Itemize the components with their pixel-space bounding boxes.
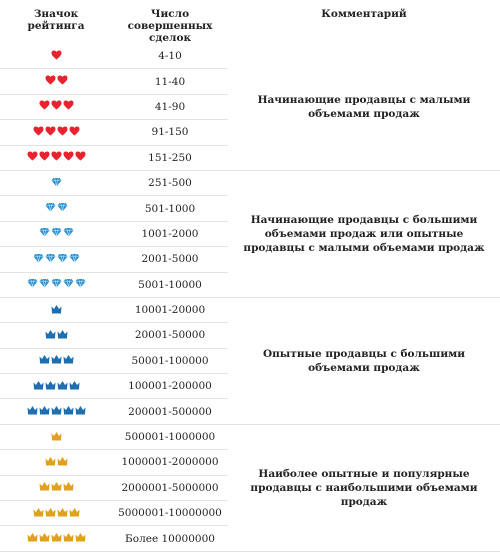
gold-crown-icon — [33, 507, 44, 517]
gold-crown-icon — [63, 532, 74, 542]
rating-badge-cell — [0, 196, 112, 221]
deals-range-cell — [112, 323, 228, 348]
diamond-icon — [75, 278, 86, 288]
rating-badge-cell — [0, 424, 112, 449]
rating-badge-cell — [0, 297, 112, 322]
heart-icon — [39, 151, 50, 161]
comment-cell: Опытные продавцы с большими объемами продаж — [228, 297, 500, 424]
gold-crown-icon — [51, 481, 62, 491]
deals-range: 251-500 — [148, 177, 192, 190]
table-header-row — [0, 0, 500, 44]
heart-icon — [63, 151, 74, 161]
deals-range: 200001-500000 — [128, 405, 212, 418]
rating-badge-icons — [39, 481, 74, 491]
rating-badge-cell — [0, 501, 112, 526]
diamond-icon — [51, 177, 62, 187]
rating-badge-icons — [45, 456, 68, 466]
heart-icon — [69, 126, 80, 136]
deals-range-cell — [112, 348, 228, 373]
rating-badge-icons — [45, 75, 68, 85]
deals-range: 2001-5000 — [141, 253, 199, 266]
deals-range-cell — [112, 69, 228, 94]
comment-cell: Начинающие продавцы с малыми объемами продаж — [228, 44, 500, 170]
deals-range: 5001-10000 — [138, 278, 202, 291]
rating-badge-icons — [39, 227, 74, 237]
diamond-icon — [63, 278, 74, 288]
table-row — [0, 170, 500, 195]
deals-range: 100001-200000 — [128, 380, 212, 393]
deals-range-cell — [112, 170, 228, 195]
heart-icon — [45, 75, 56, 85]
diamond-icon — [39, 227, 50, 237]
blue-crown-icon — [51, 405, 62, 415]
heart-icon — [51, 100, 62, 110]
deals-range-cell — [112, 399, 228, 424]
deals-range: 10001-20000 — [134, 304, 206, 317]
deals-range: 4-10 — [158, 50, 182, 63]
heart-icon — [63, 100, 74, 110]
deals-range-cell — [112, 94, 228, 119]
deals-range-cell — [112, 501, 228, 526]
rating-badge-cell — [0, 323, 112, 348]
header-comment: Комментарий — [321, 8, 407, 20]
rating-badge-cell — [0, 120, 112, 145]
diamond-icon — [51, 278, 62, 288]
blue-crown-icon — [27, 405, 38, 415]
gold-crown-icon — [63, 481, 74, 491]
rating-badge-cell — [0, 69, 112, 94]
blue-crown-icon — [39, 405, 50, 415]
heart-icon — [33, 126, 44, 136]
rating-badge-icons — [33, 507, 80, 517]
deals-range-cell — [112, 374, 228, 399]
blue-crown-icon — [33, 380, 44, 390]
deals-range-cell — [112, 424, 228, 449]
rating-badge-icons — [39, 354, 74, 364]
deals-range-cell — [112, 196, 228, 221]
rating-badge-cell — [0, 94, 112, 119]
gold-crown-icon — [27, 532, 38, 542]
deals-range-cell — [112, 247, 228, 272]
header-badge: Значок рейтинга — [27, 8, 85, 32]
gold-crown-icon — [39, 481, 50, 491]
rating-badge-icons — [33, 380, 80, 390]
deals-range: 91-150 — [151, 126, 189, 139]
rating-badge-cell — [0, 526, 112, 551]
gold-crown-icon — [57, 456, 68, 466]
gold-crown-icon — [69, 507, 80, 517]
rating-badge-cell — [0, 272, 112, 297]
diamond-icon — [57, 202, 68, 212]
deals-range: 2000001-5000000 — [121, 481, 219, 494]
rating-badge-cell — [0, 247, 112, 272]
deals-range-cell — [112, 272, 228, 297]
diamond-icon — [51, 227, 62, 237]
blue-crown-icon — [69, 380, 80, 390]
rating-badge-icons — [27, 151, 86, 161]
deals-range-cell — [112, 297, 228, 322]
heart-icon — [45, 126, 56, 136]
gold-crown-icon — [75, 532, 86, 542]
rating-badge-cell — [0, 450, 112, 475]
deals-range-cell — [112, 450, 228, 475]
rating-badge-icons — [45, 329, 68, 339]
gold-crown-icon — [45, 456, 56, 466]
deals-range-cell — [112, 526, 228, 551]
diamond-icon — [33, 253, 44, 263]
rating-badge-cell — [0, 145, 112, 170]
diamond-icon — [45, 202, 56, 212]
diamond-icon — [45, 253, 56, 263]
blue-crown-icon — [45, 380, 56, 390]
deals-range: 20001-50000 — [134, 329, 206, 342]
gold-crown-icon — [39, 532, 50, 542]
deals-range: 501-1000 — [144, 202, 196, 215]
table-body — [0, 44, 500, 551]
deals-range-cell — [112, 44, 228, 69]
blue-crown-icon — [75, 405, 86, 415]
header-deals: Число совершенных сделок — [127, 8, 213, 44]
rating-badge-icons — [51, 50, 62, 60]
heart-icon — [57, 126, 68, 136]
rating-badge-icons — [27, 532, 86, 542]
blue-crown-icon — [51, 354, 62, 364]
blue-crown-icon — [63, 405, 74, 415]
rating-badge-icons — [27, 405, 86, 415]
rating-badge-cell — [0, 348, 112, 373]
heart-icon — [51, 50, 62, 60]
rating-badge-cell — [0, 170, 112, 195]
rating-badge-cell — [0, 374, 112, 399]
deals-range: 500001-1000000 — [124, 431, 216, 444]
deals-range: 50001-100000 — [131, 354, 209, 367]
deals-range: Более 10000000 — [125, 532, 215, 545]
table-row — [0, 297, 500, 322]
rating-badge-cell — [0, 475, 112, 500]
deals-range: 41-90 — [154, 100, 186, 113]
rating-badge-icons — [51, 431, 62, 441]
deals-range-cell — [112, 120, 228, 145]
diamond-icon — [57, 253, 68, 263]
heart-icon — [27, 151, 38, 161]
rating-badge-cell — [0, 44, 112, 69]
blue-crown-icon — [57, 329, 68, 339]
blue-crown-icon — [51, 304, 62, 314]
diamond-icon — [69, 253, 80, 263]
rating-badge-icons — [51, 304, 62, 314]
diamond-icon — [63, 227, 74, 237]
diamond-icon — [39, 278, 50, 288]
deals-range: 151-250 — [148, 151, 192, 164]
diamond-icon — [27, 278, 38, 288]
deals-range: 11-40 — [154, 75, 186, 88]
rating-badge-icons — [51, 177, 62, 187]
gold-crown-icon — [51, 431, 62, 441]
deals-range-cell — [112, 475, 228, 500]
comment-cell: Наиболее опытные и популярные продавцы с наибольшими объемами продаж — [228, 424, 500, 551]
blue-crown-icon — [45, 329, 56, 339]
rating-badge-icons — [27, 278, 86, 288]
rating-badge-cell — [0, 221, 112, 246]
table-row — [0, 44, 500, 69]
comment-cell: Начинающие продавцы с большими объемами продаж или опытные продавцы с малыми объемами продаж — [228, 170, 500, 297]
deals-range-cell — [112, 145, 228, 170]
deals-range: 5000001-10000000 — [118, 507, 222, 520]
gold-crown-icon — [57, 507, 68, 517]
deals-range-cell — [112, 221, 228, 246]
gold-crown-icon — [51, 532, 62, 542]
heart-icon — [51, 151, 62, 161]
rating-badge-icons — [33, 253, 80, 263]
heart-icon — [39, 100, 50, 110]
heart-icon — [75, 151, 86, 161]
deals-range: 1000001-2000000 — [121, 456, 219, 469]
rating-badge-icons — [45, 202, 68, 212]
blue-crown-icon — [57, 380, 68, 390]
rating-badge-icons — [39, 100, 74, 110]
table-row — [0, 424, 500, 449]
rating-badge-icons — [33, 126, 80, 136]
gold-crown-icon — [45, 507, 56, 517]
blue-crown-icon — [63, 354, 74, 364]
rating-badge-cell — [0, 399, 112, 424]
heart-icon — [57, 75, 68, 85]
blue-crown-icon — [39, 354, 50, 364]
deals-range: 1001-2000 — [141, 227, 199, 240]
